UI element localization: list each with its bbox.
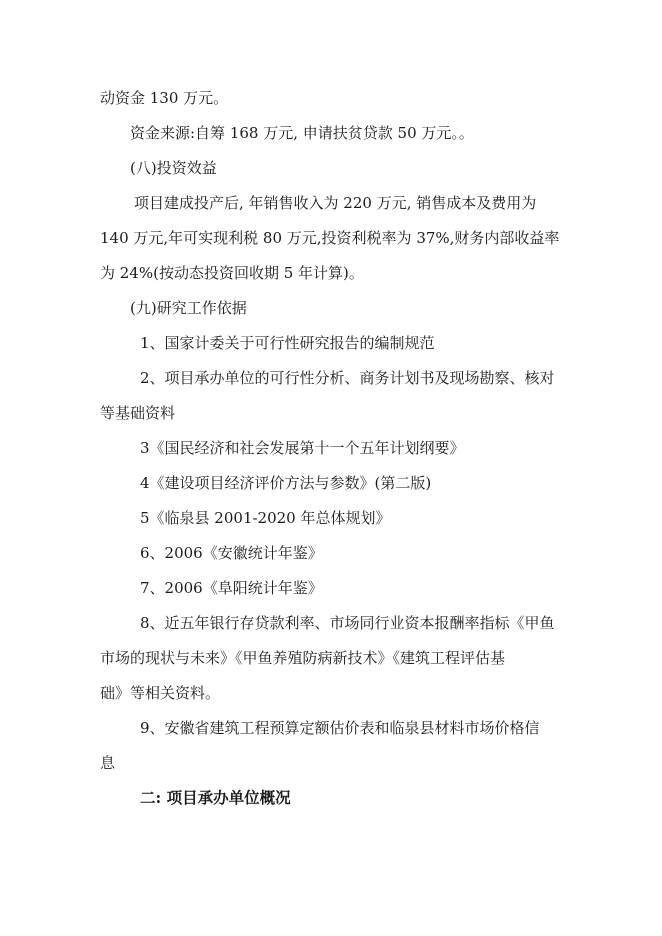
list-item-9-continued: 息 [100, 754, 116, 772]
list-item-8-continued: 市场的现状与未来》《甲鱼养殖防病新技术》《建筑工程评估基 [100, 649, 506, 667]
text-line-working-capital: 动资金 130 万元。 [100, 89, 229, 107]
list-item-2: 2、项目承办单位的可行性分析、商务计划书及现场勘察、核对 [140, 369, 555, 387]
text-line-profit: 140 万元,年可实现利税 80 万元,投资利税率为 37%,财务内部收益率 [100, 229, 560, 247]
list-item-8-end: 础》等相关资料。 [100, 684, 221, 702]
chapter-heading-sponsor-overview: 二: 项目承办单位概况 [140, 788, 291, 807]
text-line-irr: 为 24%(按动态投资回收期 5 年计算)。 [100, 264, 364, 282]
section-heading-investment-benefit: (八)投资效益 [130, 159, 217, 177]
text-line-revenue: 项目建成投产后, 年销售收入为 220 万元, 销售成本及费用为 [134, 194, 537, 212]
list-item-1: 1、国家计委关于可行性研究报告的编制规范 [140, 334, 435, 352]
list-item-3: 3《国民经济和社会发展第十一个五年计划纲要》 [140, 439, 465, 457]
list-item-8: 8、近五年银行存贷款利率、市场同行业资本报酬率指标《甲鱼 [140, 614, 555, 632]
list-item-4: 4《建设项目经济评价方法与参数》(第二版) [140, 474, 432, 492]
list-item-7: 7、2006《阜阳统计年鉴》 [140, 579, 323, 597]
section-heading-research-basis: (九)研究工作依据 [130, 299, 247, 317]
text-line-funding-source: 资金来源:自筹 168 万元, 申请扶贫贷款 50 万元。。 [130, 124, 474, 142]
list-item-5: 5《临泉县 2001-2020 年总体规划》 [140, 509, 391, 527]
list-item-2-continued: 等基础资料 [100, 404, 176, 422]
list-item-9: 9、安徽省建筑工程预算定额估价表和临泉县材料市场价格信 [140, 719, 540, 737]
list-item-6: 6、2006《安徽统计年鉴》 [140, 544, 323, 562]
